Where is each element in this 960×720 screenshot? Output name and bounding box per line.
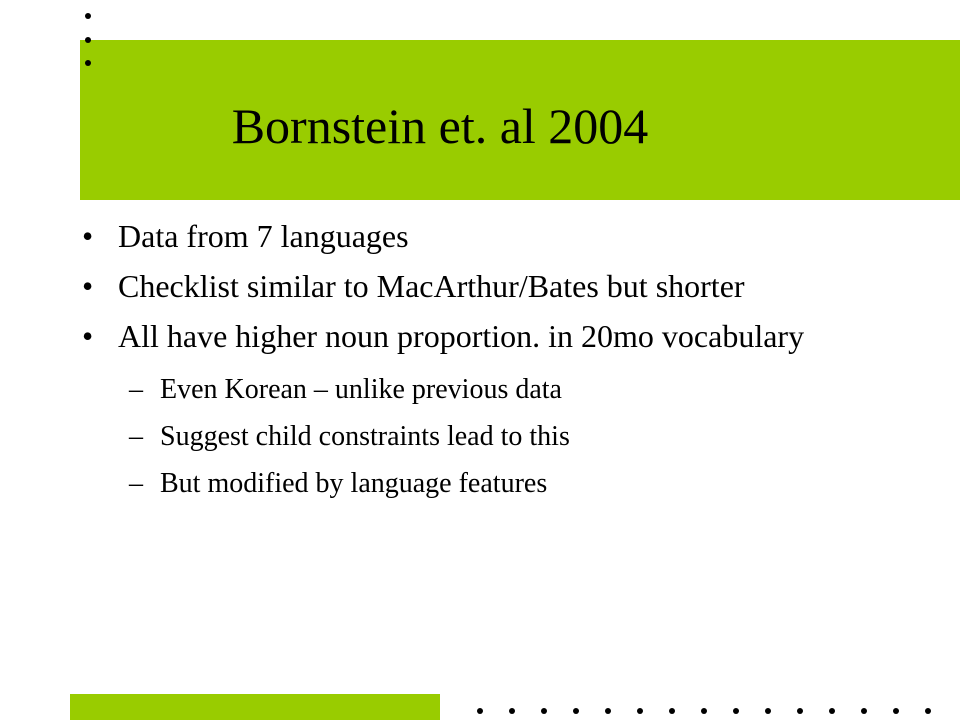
- sub-bullet-marker: –: [129, 468, 143, 499]
- sub-bullet-text: But modified by language features: [160, 468, 548, 499]
- decorative-dot: [85, 13, 91, 19]
- decorative-dot: [85, 37, 91, 43]
- decorative-dot: [861, 708, 867, 714]
- sub-bullet-list: [82, 374, 882, 500]
- decorative-dot: [573, 708, 579, 714]
- decorative-dot: [765, 708, 771, 714]
- decorative-dot: [829, 708, 835, 714]
- bullet-marker: •: [82, 318, 94, 354]
- bullet-item: [82, 218, 882, 254]
- slide-body: [82, 218, 882, 515]
- bullet-item: [82, 268, 882, 304]
- bullet-item: [82, 318, 882, 354]
- sub-bullet-marker: –: [129, 374, 143, 405]
- decorative-dot: [893, 708, 899, 714]
- sub-bullet-text: Suggest child constraints lead to this: [160, 421, 570, 452]
- sub-bullet-item: [82, 374, 882, 406]
- decorative-dot: [85, 60, 91, 66]
- decorative-dot: [477, 708, 483, 714]
- bullet-text: Data from 7 languages: [118, 218, 409, 254]
- sub-bullet-item: [82, 421, 882, 453]
- bullet-marker: •: [82, 268, 94, 304]
- sub-bullet-marker: –: [129, 421, 143, 452]
- decorative-dot: [509, 708, 515, 714]
- slide-title: Bornstein et. al 2004: [231, 98, 649, 154]
- bullet-text: Checklist similar to MacArthur/Bates but shorter: [118, 268, 745, 304]
- bottom-band: [70, 694, 440, 720]
- decorative-dot: [605, 708, 611, 714]
- decorative-dot: [733, 708, 739, 714]
- sub-bullet-item: [82, 468, 882, 500]
- decorative-dot: [701, 708, 707, 714]
- decorative-dot: [637, 708, 643, 714]
- decorative-dot: [541, 708, 547, 714]
- decorative-dot: [925, 708, 931, 714]
- bullet-marker: •: [82, 218, 94, 254]
- sub-bullet-text: Even Korean – unlike previous data: [160, 374, 562, 405]
- decorative-dot: [669, 708, 675, 714]
- decorative-dot: [797, 708, 803, 714]
- bullet-text: All have higher noun proportion. in 20mo vocabulary: [118, 318, 805, 354]
